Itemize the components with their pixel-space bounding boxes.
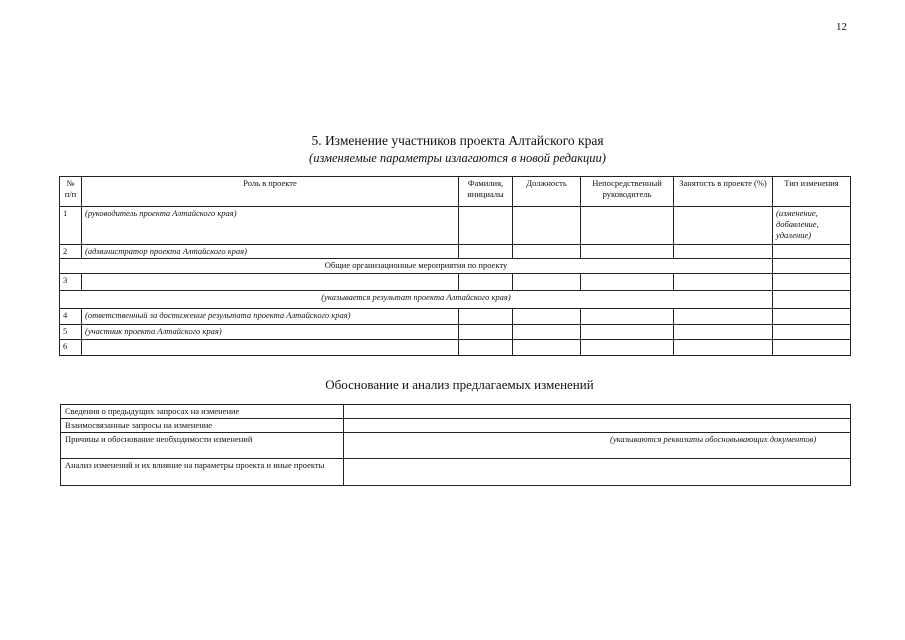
header-supervisor: Непосредственный руководитель — [581, 177, 674, 207]
row-num: 4 — [60, 309, 82, 325]
header-employment: Занятость в проекте (%) — [674, 177, 773, 207]
table-row — [61, 419, 851, 433]
cell-employment — [674, 325, 773, 340]
cell-employment — [674, 274, 773, 291]
cell-change-type — [773, 309, 851, 325]
cell-supervisor — [581, 340, 674, 356]
cell-name — [459, 340, 513, 356]
analysis-value — [344, 459, 851, 486]
header-num: № п/п — [60, 177, 82, 207]
cell-supervisor — [581, 207, 674, 245]
row-num: 1 — [60, 207, 82, 245]
analysis-value-cell — [344, 433, 851, 459]
table-header-row — [60, 177, 851, 207]
row-role: (руководитель проекта Алтайского края) — [82, 207, 459, 245]
table-row — [60, 325, 851, 340]
section-subtitle: (изменяемые параметры излагаются в новой редакции) — [309, 151, 606, 165]
section-title: 5. Изменение участников проекта Алтайского края — [311, 133, 604, 148]
cell-position — [513, 245, 581, 259]
analysis-value: (указываются реквизиты обосновывающих документов) — [610, 434, 817, 445]
row-num: 2 — [60, 245, 82, 259]
cell-supervisor — [581, 325, 674, 340]
cell-change-type — [773, 259, 851, 274]
cell-position — [513, 325, 581, 340]
cell-position — [513, 274, 581, 291]
row-change-type — [773, 245, 851, 259]
cell-employment — [674, 207, 773, 245]
cell-name — [459, 245, 513, 259]
table-row — [60, 245, 851, 259]
analysis-title: Обоснование и анализ предлагаемых изменений — [325, 377, 594, 392]
cell-position — [513, 207, 581, 245]
participants-table — [59, 176, 851, 356]
cell-change-type — [773, 291, 851, 309]
result-section-label: (указывается результат проекта Алтайского края) — [60, 291, 773, 309]
row-num: 3 — [60, 274, 82, 291]
cell-name — [459, 325, 513, 340]
analysis-table — [60, 404, 851, 486]
table-row — [60, 274, 851, 291]
table-row — [60, 309, 851, 325]
cell-employment — [674, 309, 773, 325]
cell-change-type — [773, 274, 851, 291]
org-section-label: Общие организационные мероприятия по проекту — [60, 259, 773, 274]
table-row — [61, 459, 851, 486]
page-number: 12 — [836, 21, 847, 33]
row-change-type: (изменение, добавление, удаление) — [773, 207, 851, 245]
cell-name — [459, 274, 513, 291]
analysis-label: Анализ изменений и их влияние на параметры проекта и иные проекты — [61, 459, 344, 486]
row-num: 5 — [60, 325, 82, 340]
section-row — [60, 259, 851, 274]
row-role: (участник проекта Алтайского края) — [82, 325, 459, 340]
analysis-value — [344, 405, 851, 419]
analysis-label: Взаимосвязанные запросы на изменение — [61, 419, 344, 433]
cell-name — [459, 309, 513, 325]
row-role — [82, 340, 459, 356]
cell-name — [459, 207, 513, 245]
header-change-type: Тип изменения — [773, 177, 851, 207]
cell-supervisor — [581, 274, 674, 291]
table-row — [60, 207, 851, 245]
table-row — [61, 433, 851, 459]
cell-position — [513, 309, 581, 325]
analysis-label: Сведения о предыдущих запросах на изменение — [61, 405, 344, 419]
cell-employment — [674, 245, 773, 259]
cell-position — [513, 340, 581, 356]
row-role: (ответственный за достижение результата проекта Алтайского края) — [82, 309, 459, 325]
section-row — [60, 291, 851, 309]
table-row — [60, 340, 851, 356]
row-role — [82, 274, 459, 291]
cell-supervisor — [581, 245, 674, 259]
header-role: Роль в проекте — [82, 177, 459, 207]
table-row — [61, 405, 851, 419]
row-num: 6 — [60, 340, 82, 356]
header-position: Должность — [513, 177, 581, 207]
cell-change-type — [773, 340, 851, 356]
header-name: Фамилия, инициалы — [459, 177, 513, 207]
row-role: (администратор проекта Алтайского края) — [82, 245, 459, 259]
cell-supervisor — [581, 309, 674, 325]
cell-employment — [674, 340, 773, 356]
analysis-label: Причины и обоснование необходимости изменений — [61, 433, 344, 459]
analysis-value — [344, 419, 851, 433]
cell-change-type — [773, 325, 851, 340]
